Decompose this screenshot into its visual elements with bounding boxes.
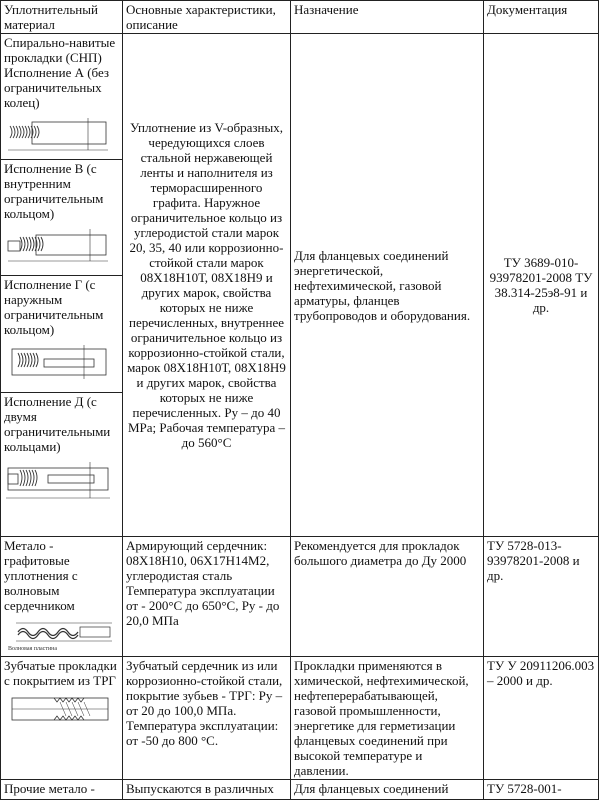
- material-cell: [1, 657, 123, 780]
- variant-g-label: Исполнение Г (с наружным ограничительным кольцом): [4, 277, 104, 337]
- docs-cell: ТУ У 20911206.003 – 2000 и др.: [484, 657, 599, 780]
- docs-cell: ТУ 5728-013-93978201-2008 и др.: [484, 537, 599, 657]
- description-cell: Уплотнение из V-образных, чередующихся слоев стальной нержавеющей ленты и наполнителя из терморасширенного графита. Наружное ограничительное кольцо из углеродистой стали марок 20, 35, 40 или коррозионно-стойкой стали марок 08Х18Н10Т, 08Х18Н9 и других марок, свойства которых не ниже перечисленных, внутреннее ограничительное кольцо из коррозионно-стойкой стали, марок 08Х18Н10Т, 08Х18Н9 и других марок, свойства которых не ниже перечисленных. Ру – до 40 МРа; Рабочая температура – до 560°С: [123, 34, 291, 537]
- purpose-cell: Для фланцевых соединений энергетической, нефтехимической, газовой арматуры, фланцев трубопроводов и оборудования.: [291, 34, 484, 537]
- variant-d-drawing: [4, 458, 116, 502]
- description-cell: Армирующий сердечник: 08Х18Н10, 06Х17Н14М2, углеродистая сталь Температура эксплуатации от - 200°С до 650°С, Ру - до 20,0 МПа: [123, 537, 291, 657]
- table-row: [1, 780, 599, 800]
- wave-core-drawing: [4, 617, 116, 653]
- header-material: Уплотнительный материал: [1, 1, 123, 34]
- purpose-cell: Для фланцевых соединений: [291, 780, 484, 800]
- variant-cell: [1, 160, 123, 276]
- docs-cell: ТУ 3689-010-93978201-2008 ТУ 38.314-25э8-91 и др.: [484, 34, 599, 537]
- wave-plate-label: Волновая пластина: [8, 646, 58, 652]
- variant-cell: [1, 276, 123, 393]
- toothed-gasket-drawing: [4, 692, 116, 728]
- variant-a-drawing: [4, 114, 116, 156]
- variant-v-label: Исполнение В (с внутренним ограничительным кольцом): [4, 161, 104, 221]
- purpose-cell: Рекомендуется для прокладок большого диаметра до Ду 2000: [291, 537, 484, 657]
- description-cell: Выпускаются в различных: [123, 780, 291, 800]
- material-label: Зубчатые прокладки с покрытием из ТРГ: [4, 658, 117, 688]
- material-cell: Прочие метало -: [1, 780, 123, 800]
- header-docs: Документация: [484, 1, 599, 34]
- docs-cell: ТУ 5728-001-: [484, 780, 599, 800]
- variant-cell: [1, 34, 123, 160]
- variant-g-drawing: [4, 341, 116, 383]
- header-description: Основные характеристики, описание: [123, 1, 291, 34]
- variant-v-drawing: [4, 225, 116, 267]
- variant-a-label: Спирально-навитые прокладки (СНП) Исполнение А (без ограничительных колец): [4, 35, 116, 110]
- table-row: [1, 537, 599, 657]
- material-label: Метало - графитовые уплотнения с волновым сердечником: [4, 538, 78, 613]
- table-row: [1, 657, 599, 780]
- header-purpose: Назначение: [291, 1, 484, 34]
- table-row: [1, 34, 599, 160]
- material-cell: [1, 537, 123, 657]
- variant-d-label: Исполнение Д (с двумя ограничительными кольцами): [4, 394, 111, 454]
- variant-cell: [1, 393, 123, 537]
- header-row: [1, 1, 599, 34]
- description-cell: Зубчатый сердечник из или коррозионно-стойкой стали, покрытие зубьев - ТРГ: Ру – от 20 до 100,0 МПа. Температура эксплуатации: от -50 до 800 °С.: [123, 657, 291, 780]
- purpose-cell: Прокладки применяются в химической, нефтехимической, нефтеперерабатывающей, газовой промышленности, энергетике для герметизации фланцевых соединений при высокой температуре и давлении.: [291, 657, 484, 780]
